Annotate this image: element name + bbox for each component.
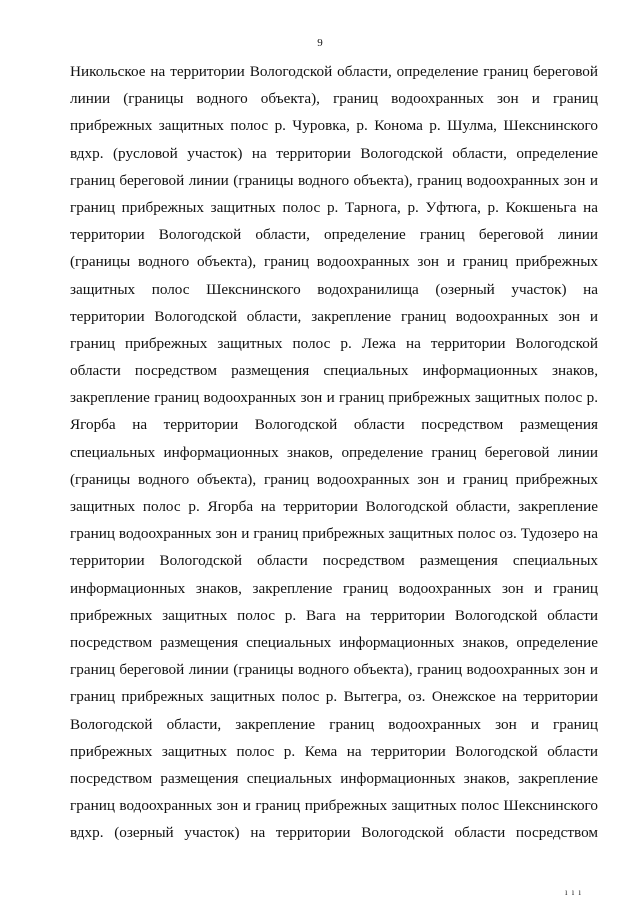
body-line: (границы водного объекта), границ водоохранных зон и границ прибрежных (70, 253, 598, 271)
body-line: прибрежных защитных полос р. Вага на территории Вологодской области (70, 606, 598, 624)
body-line: вдхр. (озерный участок) на территории Вологодской области посредством (70, 824, 598, 842)
body-line: границ прибрежных защитных полос р. Лежа на территории Вологодской (70, 334, 598, 352)
body-line: защитных полос Шекснинского водохранилища (озерный участок) на (70, 280, 598, 298)
body-line: территории Вологодской области посредством размещения специальных (70, 552, 598, 570)
body-line: информационных знаков, закрепление границ водоохранных зон и границ (70, 579, 598, 597)
body-line: посредством размещения специальных информационных знаков, закрепление (70, 769, 598, 787)
footer-mark: ı ı ı (564, 887, 582, 897)
body-line: прибрежных защитных полос р. Кема на территории Вологодской области (70, 742, 598, 760)
body-line: границ береговой линии (границы водного объекта), границ водоохранных зон и (70, 171, 598, 189)
body-line: территории Вологодской области, закрепление границ водоохранных зон и (70, 307, 598, 325)
body-line: защитных полос р. Ягорба на территории Вологодской области, закрепление (70, 498, 598, 515)
body-line: границ береговой линии (границы водного объекта), границ водоохранных зон и (70, 661, 598, 679)
page-number: 9 (317, 37, 323, 49)
body-line: границ прибрежных защитных полос р. Тарнога, р. Уфтюга, р. Кокшеньга на (70, 198, 598, 216)
body-line: прибрежных защитных полос р. Чуровка, р. Конома р. Шулма, Шекснинского (70, 117, 598, 135)
body-text (70, 58, 598, 846)
body-line: закрепление границ водоохранных зон и границ прибрежных защитных полос р. (70, 389, 598, 407)
body-line: области посредством размещения специальных информационных знаков, (70, 362, 598, 380)
body-line: линии (границы водного объекта), границ водоохранных зон и границ (70, 90, 598, 108)
body-line: Вологодской области, закрепление границ водоохранных зон и границ (70, 715, 598, 733)
body-line: территории Вологодской области, определение границ береговой линии (70, 226, 598, 244)
body-line: границ прибрежных защитных полос р. Вытегра, оз. Онежское на территории (70, 688, 598, 706)
body-line: (границы водного объекта), границ водоохранных зон и границ прибрежных (70, 470, 598, 488)
body-line: границ водоохранных зон и границ прибрежных защитных полос Шекснинского (70, 797, 598, 815)
body-line: Ягорба на территории Вологодской области посредством размещения (70, 416, 598, 434)
body-line: границ водоохранных зон и границ прибрежных защитных полос оз. Тудозеро на (70, 525, 598, 543)
body-line: вдхр. (русловой участок) на территории Вологодской области, определение (70, 144, 598, 162)
body-line: специальных информационных знаков, определение границ береговой линии (70, 443, 598, 461)
body-line: Никольское на территории Вологодской области, определение границ береговой (70, 63, 598, 80)
body-line: посредством размещения специальных информационных знаков, определение (70, 633, 598, 651)
